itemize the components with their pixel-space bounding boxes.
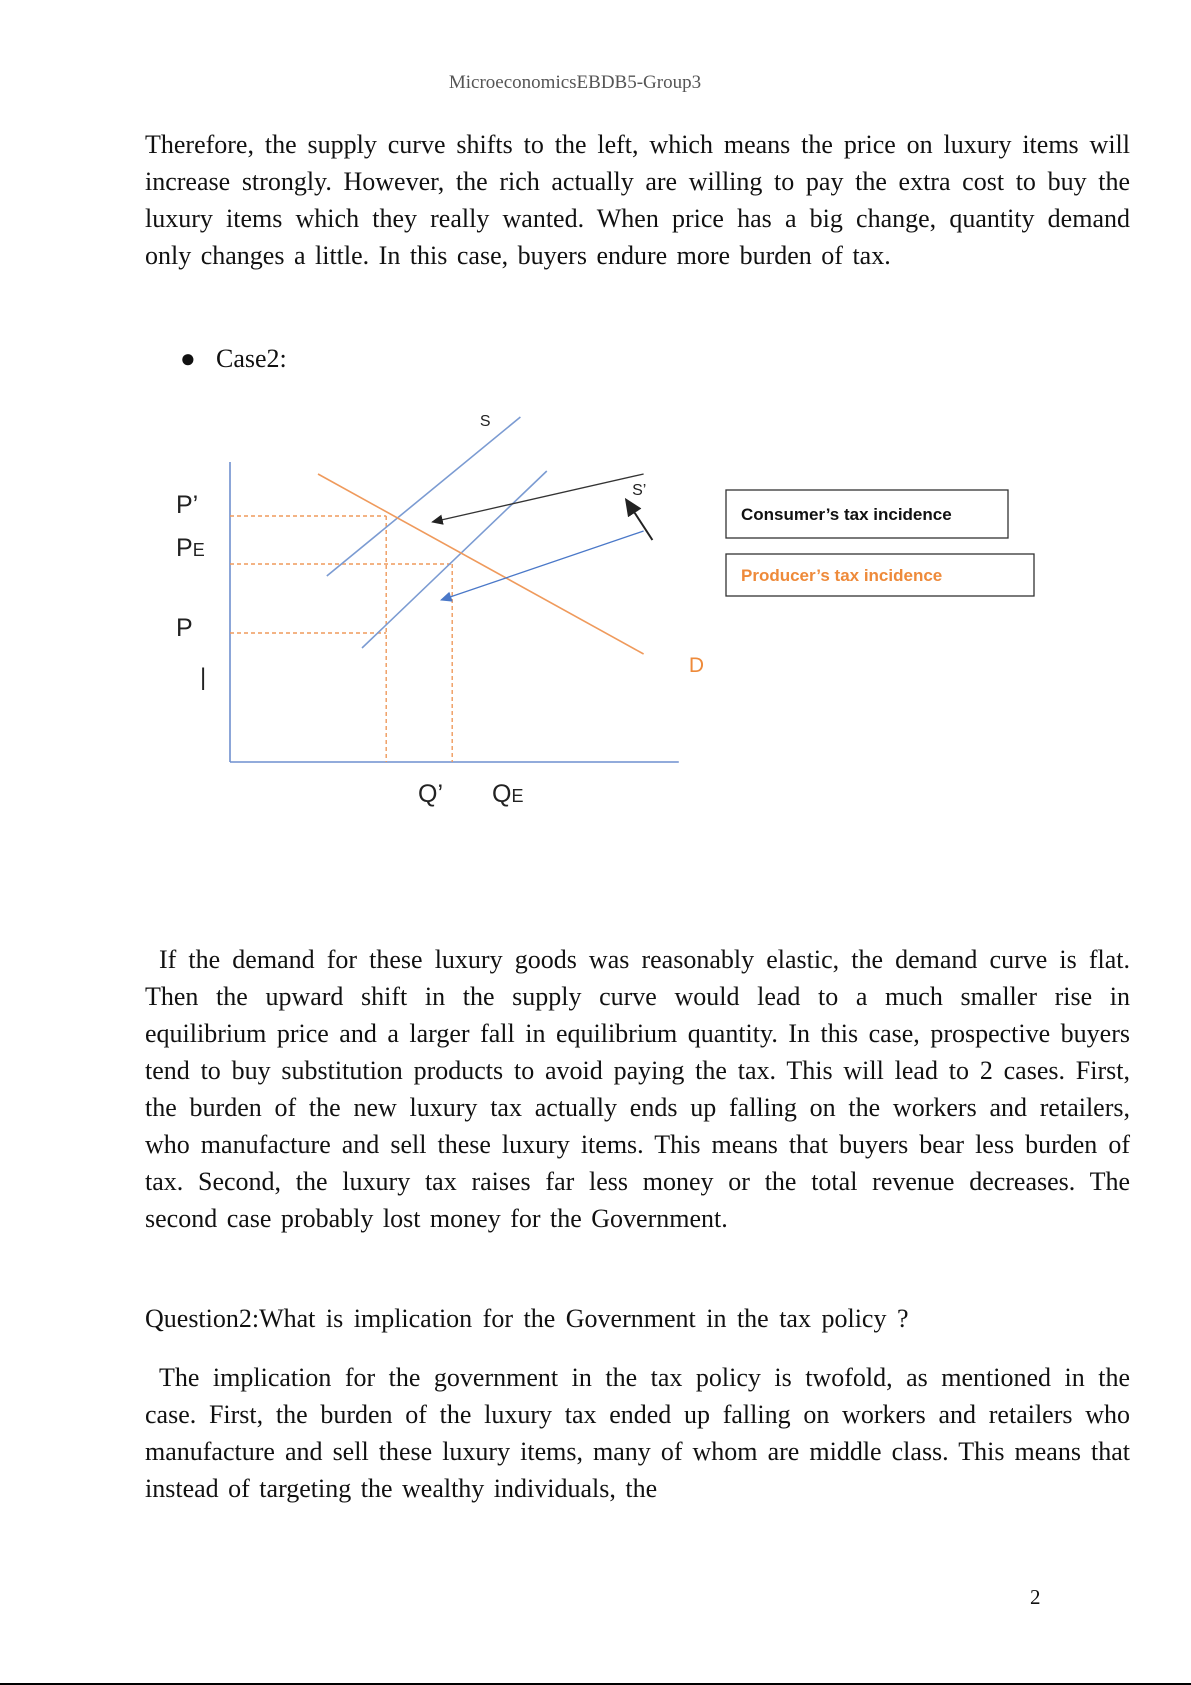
paragraph-2-text: If the demand for these luxury goods was reasonably elastic, the demand curve is flat. Then the upward shift in the supply curve would lead to a much smaller rise in equilibrium price and a larger fall in equilibrium quantity. In this case, prospective buyers tend to buy substitution products to avoid paying the tax. This will lead to 2 cases. First, the burden of the new luxury tax actually ends up falling on the workers and retailers, who manufacture and sell these luxury items. This means that buyers bear less burden of tax. Second, the luxury tax raises far less money or the total revenue decreases. The second case probably lost money for the Government. — [145, 945, 1130, 1233]
case2-bullet — [180, 340, 287, 377]
y-tick-label-1: PE — [176, 534, 205, 562]
series-label-0: S — [479, 413, 491, 430]
paragraph-3-text: The implication for the government in the tax policy is twofold, as mentioned in the case. First, the burden of the luxury tax ended up falling on workers and retailers who manufacture and sell these luxury items, many of whom are middle class. This means that instead of targeting the wealthy individuals, the — [145, 1363, 1130, 1503]
y-tick-label-2: P — [176, 614, 193, 642]
bullet-icon: ● — [180, 344, 196, 373]
annotation-text-1: Producer’s tax incidence — [741, 566, 943, 585]
series-label-2: D — [688, 654, 704, 677]
y-tick-label-0: P’ — [176, 491, 199, 519]
chart-arrows — [432, 474, 652, 600]
case2-label: Case2: — [216, 344, 287, 373]
chart-series — [318, 417, 647, 654]
consumer-incidence-arrow — [432, 474, 643, 522]
x-tick-label-0: Q’ — [418, 780, 443, 808]
chart-axes — [230, 462, 679, 762]
chart-legend — [726, 490, 1034, 596]
stray-mark: | — [200, 664, 207, 691]
shift-arrow — [626, 500, 652, 541]
x-tick-label-1: QE — [492, 780, 524, 808]
paragraph-2 — [145, 941, 1130, 1237]
series-line-0 — [327, 417, 521, 576]
producer-incidence-arrow — [441, 531, 643, 600]
page-number: 2 — [1030, 1585, 1041, 1609]
series-label-1: S’ — [632, 482, 647, 499]
question-2: Question2:What is implication for the Government in the tax policy ? — [145, 1304, 909, 1333]
page-header: MicroeconomicsEBDB5-Group3 — [448, 72, 702, 93]
chart-guides — [230, 516, 452, 762]
tax-incidence-chart — [160, 410, 1060, 890]
series-line-1 — [362, 471, 547, 648]
chart-labels — [176, 413, 704, 808]
annotation-text-0: Consumer’s tax incidence — [741, 505, 952, 524]
paragraph-3 — [145, 1359, 1130, 1507]
paragraph-1: Therefore, the supply curve shifts to the left, which means the price on luxury items will increase strongly. However, the rich actually are willing to pay the extra cost to buy the luxury items which they really wanted. When price has a big change, quantity demand only changes a little. In this case, buyers endure more burden of tax. — [145, 130, 1130, 270]
